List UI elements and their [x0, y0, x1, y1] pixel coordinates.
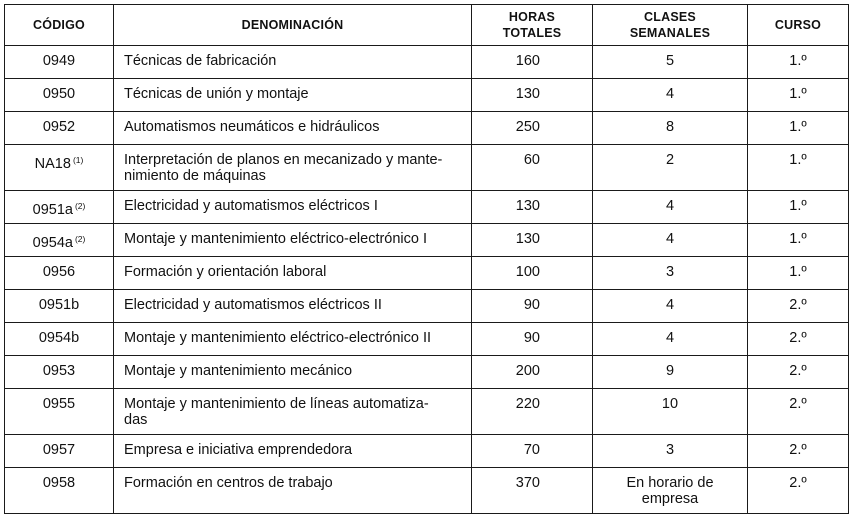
cell-denominacion [114, 112, 472, 145]
cell-horas-totales: 70 [472, 435, 593, 468]
cell-curso: 1.º [748, 191, 849, 224]
cell-curso: 2.º [748, 435, 849, 468]
clases-line1: 4 [665, 231, 675, 247]
clases-line1: 4 [665, 330, 675, 346]
cell-denominacion [114, 79, 472, 112]
table-row [5, 79, 849, 112]
cell-curso: 2.º [748, 290, 849, 323]
clases-line1: 5 [665, 53, 675, 69]
codigo-value: 0953 [42, 363, 76, 379]
cell-horas-totales: 100 [472, 257, 593, 290]
codigo-value: 0952 [42, 119, 76, 135]
cell-curso: 1.º [748, 145, 849, 191]
codigo-value: 0955 [42, 396, 76, 412]
cell-horas-totales: 90 [472, 290, 593, 323]
table-row [5, 290, 849, 323]
cell-clases-semanales [593, 323, 748, 356]
cell-denominacion [114, 323, 472, 356]
cell-codigo [5, 435, 114, 468]
cell-denominacion [114, 435, 472, 468]
cell-clases-semanales [593, 257, 748, 290]
cell-clases-semanales [593, 356, 748, 389]
cell-horas-totales: 370 [472, 468, 593, 514]
denominacion-line2: nimiento de máquinas [124, 168, 266, 184]
cell-denominacion [114, 356, 472, 389]
denominacion-line1: Técnicas de unión y montaje [124, 86, 309, 102]
footnote-marker: (2) [74, 234, 86, 244]
denominacion-line1: Técnicas de fabricación [124, 53, 277, 69]
cell-denominacion [114, 257, 472, 290]
codigo-value: 0954a [32, 235, 73, 251]
cell-denominacion [114, 46, 472, 79]
footnote-marker: (1) [72, 155, 84, 165]
table-row [5, 257, 849, 290]
cell-horas-totales: 220 [472, 389, 593, 435]
clases-line1: 3 [665, 442, 675, 458]
cell-clases-semanales [593, 191, 748, 224]
cell-horas-totales: 90 [472, 323, 593, 356]
clases-line1: 4 [665, 86, 675, 102]
cell-clases-semanales [593, 290, 748, 323]
cell-clases-semanales [593, 145, 748, 191]
cell-denominacion [114, 191, 472, 224]
cell-denominacion [114, 145, 472, 191]
codigo-value: 0950 [42, 86, 76, 102]
table-row [5, 191, 849, 224]
cell-codigo [5, 112, 114, 145]
cell-codigo [5, 468, 114, 514]
codigo-value: 0956 [42, 264, 76, 280]
clases-line1: 2 [665, 152, 675, 168]
cell-codigo [5, 356, 114, 389]
codigo-value: 0951b [38, 297, 80, 313]
denominacion-line1: Electricidad y automatismos eléctricos I [124, 198, 378, 214]
denominacion-line1: Montaje y mantenimiento mecánico [124, 363, 353, 379]
modules-table [4, 4, 849, 514]
cell-curso: 1.º [748, 224, 849, 257]
cell-curso: 2.º [748, 468, 849, 514]
header-curso: CURSO [748, 5, 849, 46]
cell-horas-totales: 200 [472, 356, 593, 389]
table-row [5, 323, 849, 356]
table-row [5, 46, 849, 79]
cell-clases-semanales [593, 46, 748, 79]
cell-codigo [5, 323, 114, 356]
table-row [5, 145, 849, 191]
table-row [5, 435, 849, 468]
denominacion-line1: Electricidad y automatismos eléctricos II [124, 297, 382, 313]
cell-clases-semanales [593, 224, 748, 257]
cell-codigo [5, 191, 114, 224]
cell-clases-semanales [593, 79, 748, 112]
clases-line1: 9 [665, 363, 675, 379]
codigo-value: NA18 [34, 156, 71, 172]
cell-denominacion [114, 389, 472, 435]
cell-curso: 2.º [748, 323, 849, 356]
cell-codigo [5, 46, 114, 79]
cell-codigo [5, 290, 114, 323]
header-horas-line2: TOTALES [502, 26, 562, 40]
denominacion-line1: Montaje y mantenimiento de líneas automatiza- [124, 396, 429, 412]
clases-line1: En horario de [626, 475, 714, 491]
clases-line1: 10 [661, 396, 679, 412]
clases-line1: 3 [665, 264, 675, 280]
cell-curso: 2.º [748, 356, 849, 389]
cell-codigo [5, 389, 114, 435]
codigo-value: 0958 [42, 475, 76, 491]
table-body [5, 46, 849, 514]
footnote-marker: (2) [74, 201, 86, 211]
table-row [5, 468, 849, 514]
cell-clases-semanales [593, 468, 748, 514]
cell-curso: 1.º [748, 46, 849, 79]
cell-horas-totales: 250 [472, 112, 593, 145]
table-row [5, 224, 849, 257]
header-row [5, 5, 849, 46]
cell-codigo [5, 257, 114, 290]
cell-horas-totales: 130 [472, 79, 593, 112]
denominacion-line1: Formación en centros de trabajo [124, 475, 333, 491]
header-horas-line1: HORAS [508, 10, 556, 24]
clases-line2: empresa [641, 491, 699, 507]
header-horas-totales [472, 5, 593, 46]
codigo-value: 0957 [42, 442, 76, 458]
table-row [5, 356, 849, 389]
cell-curso: 1.º [748, 257, 849, 290]
cell-codigo [5, 145, 114, 191]
denominacion-line2: das [124, 412, 148, 428]
denominacion-line1: Formación y orientación laboral [124, 264, 327, 280]
cell-codigo [5, 224, 114, 257]
clases-line1: 4 [665, 198, 675, 214]
codigo-value: 0954b [38, 330, 80, 346]
cell-clases-semanales [593, 435, 748, 468]
cell-denominacion [114, 468, 472, 514]
cell-curso: 1.º [748, 79, 849, 112]
cell-curso: 1.º [748, 112, 849, 145]
cell-denominacion [114, 290, 472, 323]
codigo-value: 0949 [42, 53, 76, 69]
denominacion-line1: Interpretación de planos en mecanizado y mante- [124, 152, 443, 168]
clases-line1: 4 [665, 297, 675, 313]
cell-denominacion [114, 224, 472, 257]
cell-curso: 2.º [748, 389, 849, 435]
header-clases-line1: CLASES [644, 10, 696, 24]
table-row [5, 389, 849, 435]
cell-horas-totales: 60 [472, 145, 593, 191]
header-clases-semanales [593, 5, 748, 46]
cell-codigo [5, 79, 114, 112]
cell-clases-semanales [593, 112, 748, 145]
cell-horas-totales: 130 [472, 224, 593, 257]
header-clases-line2: SEMANALES [629, 26, 711, 40]
cell-clases-semanales [593, 389, 748, 435]
denominacion-line1: Montaje y mantenimiento eléctrico-electrónico II [124, 330, 432, 346]
header-denominacion: DENOMINACIÓN [114, 5, 472, 46]
denominacion-line1: Empresa e iniciativa emprendedora [124, 442, 353, 458]
denominacion-line1: Automatismos neumáticos e hidráulicos [124, 119, 380, 135]
cell-horas-totales: 160 [472, 46, 593, 79]
codigo-value: 0951a [32, 202, 73, 218]
clases-line1: 8 [665, 119, 675, 135]
header-codigo: CÓDIGO [5, 5, 114, 46]
table-row [5, 112, 849, 145]
cell-horas-totales: 130 [472, 191, 593, 224]
denominacion-line1: Montaje y mantenimiento eléctrico-electrónico I [124, 231, 428, 247]
